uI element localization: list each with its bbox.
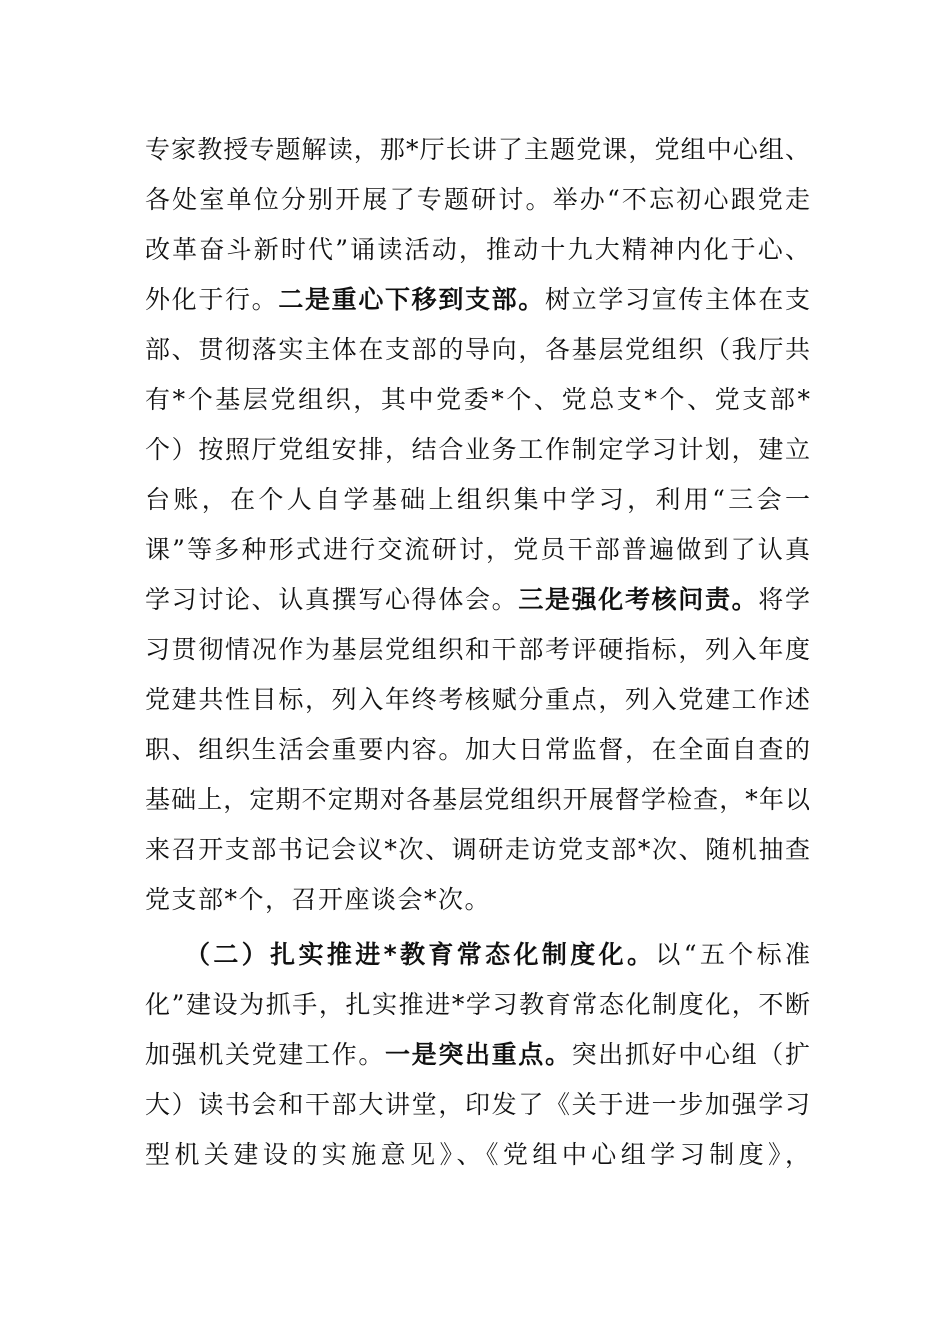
text-span: 以“五个标准 [655, 940, 811, 969]
text-line: 化”建设为抓手，扎实推进*学习教育常态化制度化，不断 [145, 990, 810, 1019]
text-line: 型机关建设的实施意见》、《党组中心组学习制度》， [145, 1140, 810, 1169]
text-span: 加强机关党建工作。 [145, 1040, 385, 1069]
text-line: 党支部*个，召开座谈会*次。 [145, 885, 492, 914]
text-line: 党建共性目标，列入年终考核赋分重点，列入党建工作述 [145, 685, 810, 714]
text-line [185, 938, 810, 972]
text-line: 专家教授专题解读，那*厅长讲了主题党课，党组中心组、 [145, 135, 810, 164]
text-line [145, 583, 810, 617]
text-line: 各处室单位分别开展了专题研讨。举办“不忘初心跟党走 [145, 185, 810, 214]
text-line: 来召开支部书记会议*次、调研走访党支部*次、随机抽查 [145, 835, 810, 864]
text-span: 学习讨论、认真撰写心得体会。 [145, 585, 519, 614]
section-heading: （二）扎实推进*教育常态化制度化。 [185, 940, 656, 969]
text-line [145, 283, 810, 317]
text-line: 部、贯彻落实主体在支部的导向，各基层党组织（我厅共 [145, 335, 810, 364]
text-line: 基础上，定期不定期对各基层党组织开展督学检查，*年以 [145, 785, 810, 814]
text-line: 职、组织生活会重要内容。加大日常监督，在全面自查的 [145, 735, 810, 764]
text-span: 突出抓好中心组（扩 [571, 1040, 810, 1069]
text-line: 大）读书会和干部大讲堂，印发了《关于进一步加强学习 [145, 1090, 810, 1119]
text-line: 课”等多种形式进行交流研讨，党员干部普遍做到了认真 [145, 535, 810, 564]
section-heading: 三是强化考核问责。 [518, 585, 759, 614]
section-heading: 一是突出重点。 [384, 1040, 572, 1069]
text-span: 将学 [758, 585, 810, 614]
text-span: 树立学习宣传主体在支 [544, 285, 810, 314]
section-heading: 二是重心下移到支部。 [278, 285, 545, 314]
text-line [145, 1038, 810, 1072]
text-line: 个）按照厅党组安排，结合业务工作制定学习计划，建立 [145, 435, 810, 464]
text-span: 外化于行。 [145, 285, 279, 314]
text-line: 习贯彻情况作为基层党组织和干部考评硬指标，列入年度 [145, 635, 810, 664]
text-line: 有*个基层党组织，其中党委*个、党总支*个、党支部* [145, 385, 810, 414]
text-line: 台账，在个人自学基础上组织集中学习，利用“三会一 [145, 485, 810, 514]
text-line: 改革奋斗新时代”诵读活动，推动十九大精神内化于心、 [145, 235, 810, 264]
